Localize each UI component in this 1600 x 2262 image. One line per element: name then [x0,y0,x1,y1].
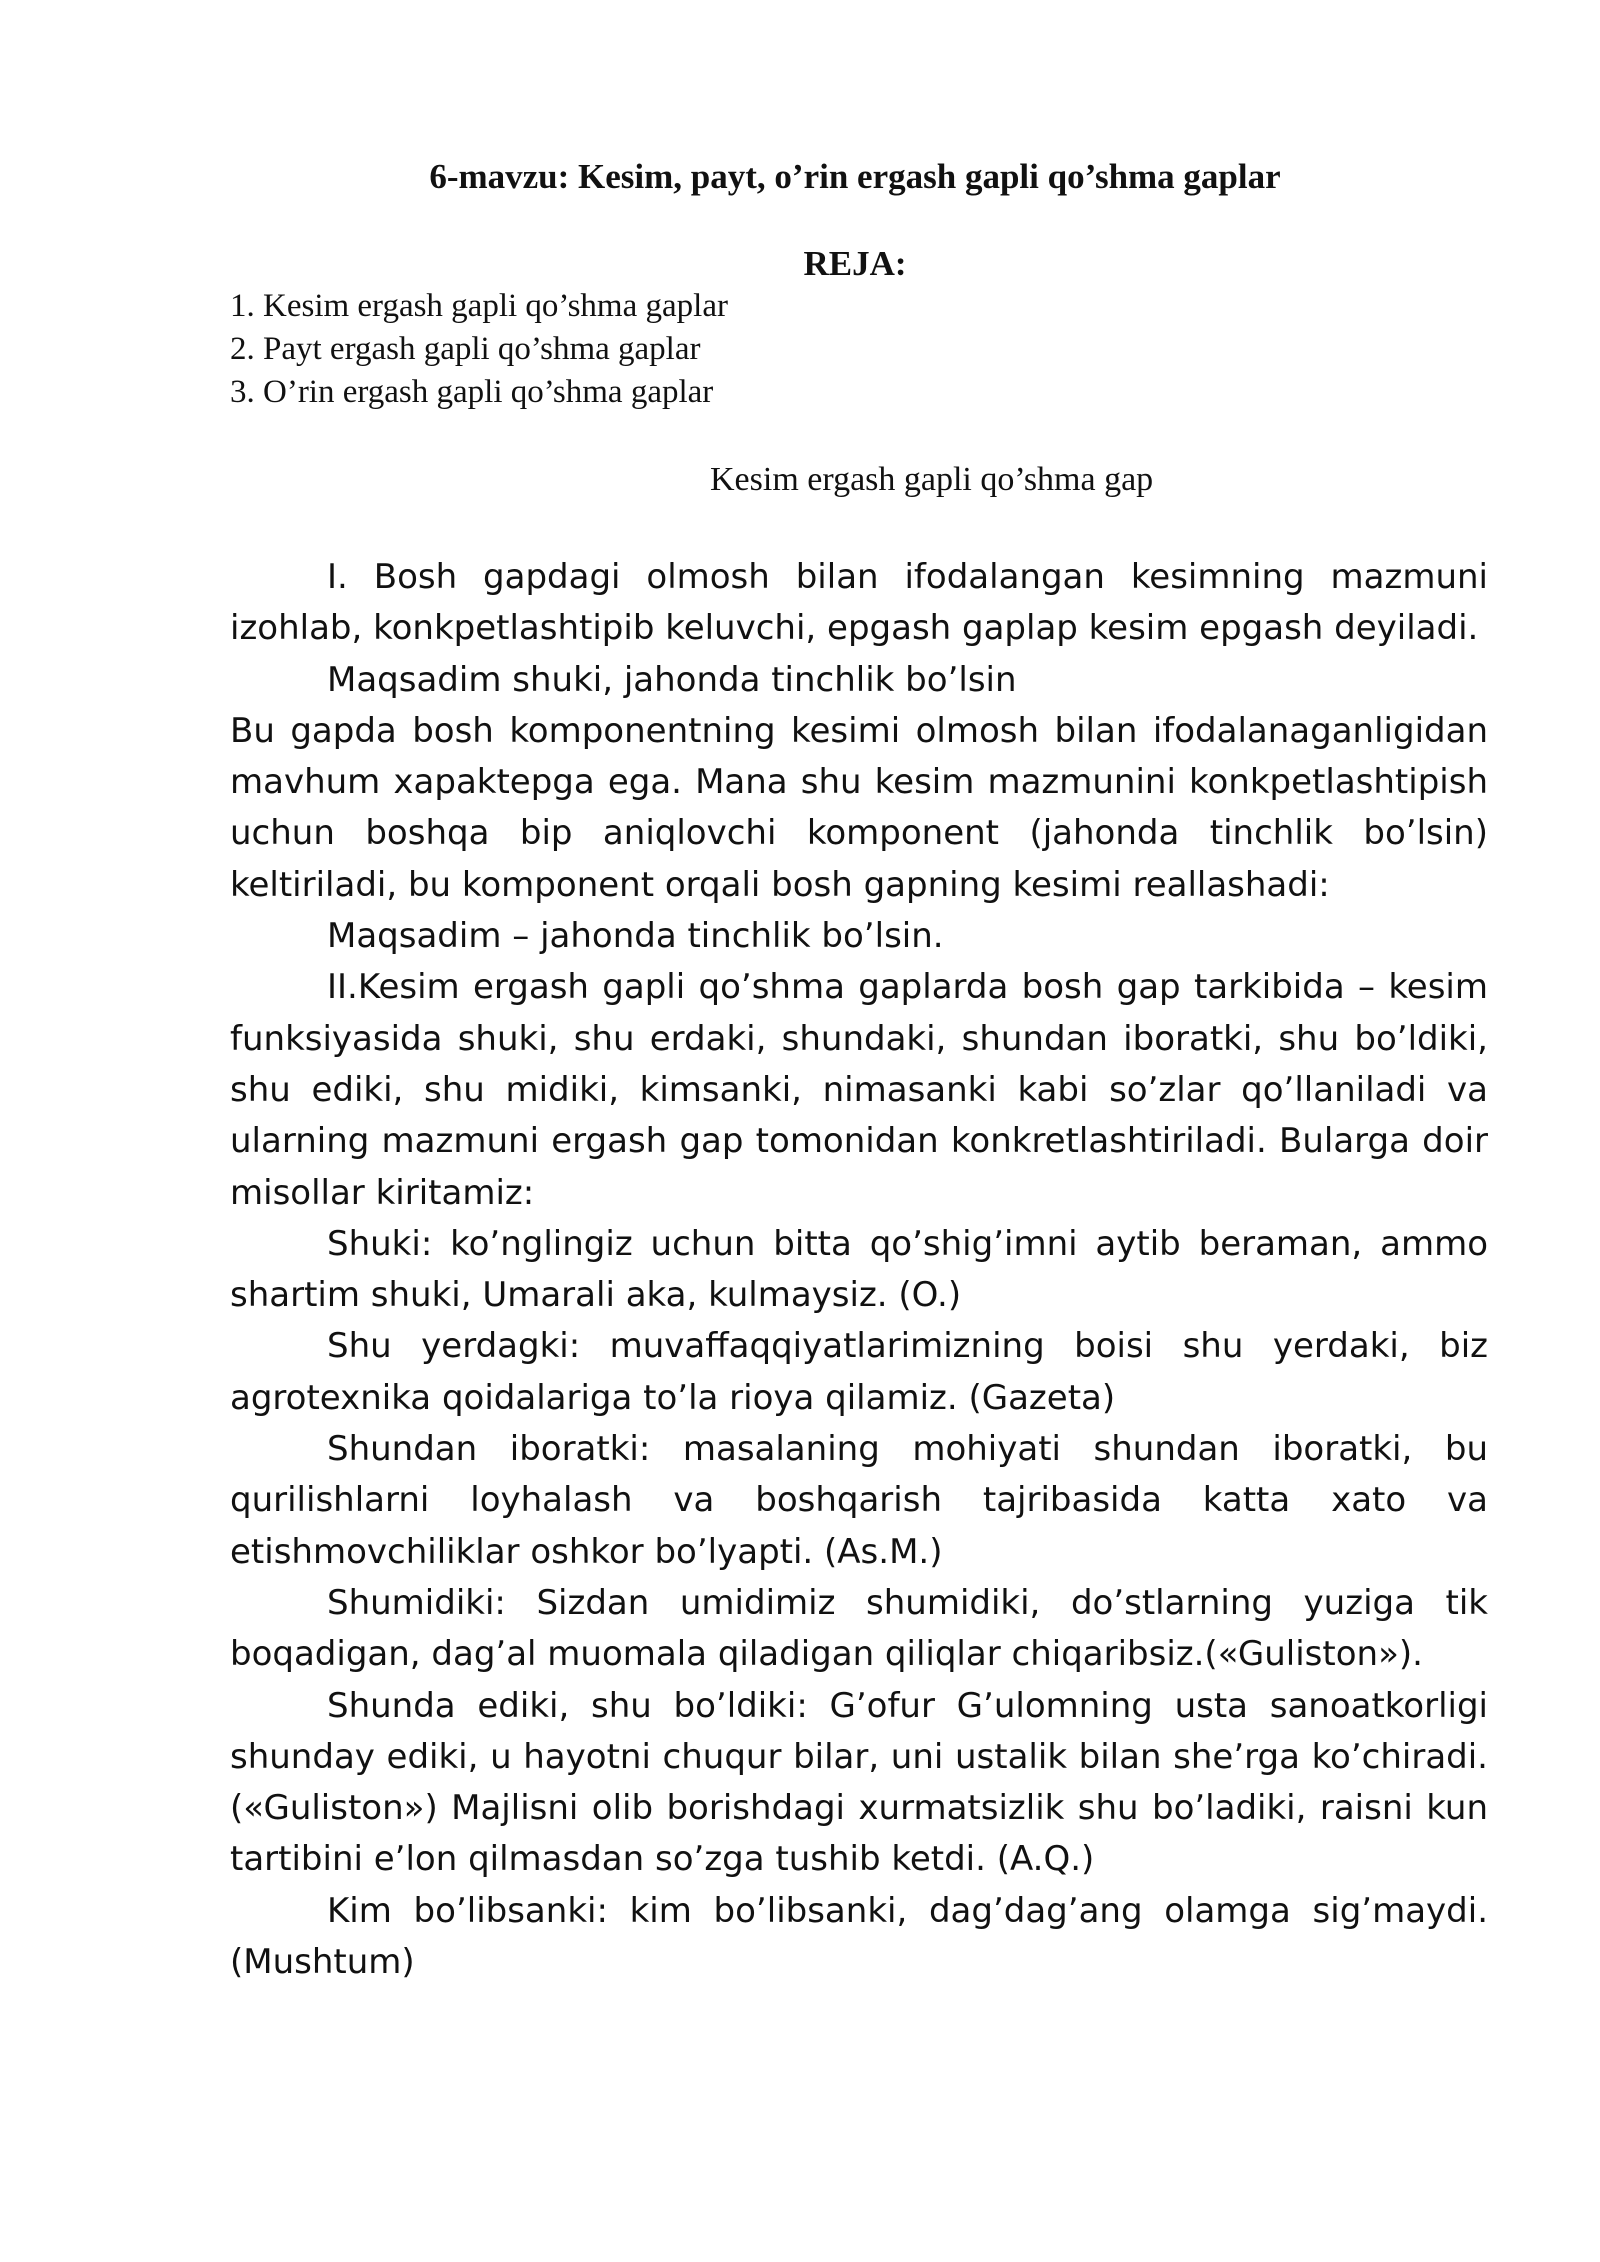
paragraph-example: Shu yerdagki: muvaffaqqiyatlarimizning boisi shu yerdaki, biz agrotexnika qoidalariga to’la rioya qilamiz. (Gazeta) [230,1326,1488,1418]
section-heading: Kesim ergash gapli qo’shma gap [710,461,1154,498]
plan-item: 1. Kesim ergash gapli qo’shma gaplar [230,288,728,324]
paragraph-rule: II.Kesim ergash gapli qo’shma gaplarda bosh gap tarkibida – kesim funksiyasida shuki, shu erdaki, shundaki, shundan iboratki, shu bo’ldiki, shu ediki, shu midiki, kimsanki, nimasanki kabi so’zlar qo’llaniladi va ularning mazmuni ergash gap tomonidan konkretlashtiriladi. Bularga doir misollar kiritamiz: [230,967,1488,1213]
page-title: 6-mavzu: Kesim, payt, o’rin ergash gapli qo’shma gaplar [429,157,1281,196]
paragraph-example: Maqsadim shuki, jahonda tinchlik bo’lsin [327,659,1017,700]
paragraph-example: Shunda ediki, shu bo’ldiki: G’ofur G’ulomning usta sanoatkorligi shunday ediki, u hayotni chuqur bilar, uni ustalik bilan she’rga ko’chiradi. («Guliston») Majlisni olib borishdagi xurmatsizlik shu bo’ladiki, raisni kun tartibini e’lon qilmasdan so’zga tushib ketdi. (A.Q.) [230,1685,1488,1880]
paragraph-example: Shundan iboratki: masalaning mohiyati shundan iboratki, bu qurilishlarni loyhalash va boshqarish tajribasida katta xato va etishmovchiliklar oshkor bo’lyapti. (As.M.) [230,1429,1488,1572]
paragraph-definition: I. Bosh gapdagi olmosh bilan ifodalangan kesimning mazmuni izohlab, konkpetlashtipib keluvchi, epgash gaplap kesim epgash deyiladi. [230,557,1488,649]
paragraph-example: Maqsadim – jahonda tinchlik bo’lsin. [327,916,944,957]
body-text [230,552,1488,1988]
paragraph-example: Shumidiki: Sizdan umidimiz shumidiki, do’stlarning yuziga tik boqadigan, dag’al muomala qiladigan qiliqlar chiqaribsiz.(«Guliston»). [230,1582,1488,1675]
plan-heading: REJA: [803,244,907,283]
plan-list [230,285,1480,414]
paragraph-example: Shuki: ko’nglingiz uchun bitta qo’shig’imni aytib beraman, ammo shartim shuki, Umarali aka, kulmaysiz. (O.) [230,1223,1488,1316]
plan-item: 2. Payt ergash gapli qo’shma gaplar [230,331,701,367]
paragraph-example: Kim bo’libsanki: kim bo’libsanki, dag’dag’ang olamga sig’maydi. (Mushtum) [230,1890,1488,1983]
plan-item: 3. O’rin ergash gapli qo’shma gaplar [230,374,714,410]
paragraph-explanation: Bu gapda bosh komponentning kesimi olmosh bilan ifodalanaganligidan mavhum xapaktepga ega. Mana shu kesim mazmunini konkpetlashtipish uchun boshqa bip aniqlovchi komponent (jahonda tinchlik bo’lsin) keltiriladi, bu komponent orqali bosh gapning kesimi reallashadi: [230,710,1488,905]
